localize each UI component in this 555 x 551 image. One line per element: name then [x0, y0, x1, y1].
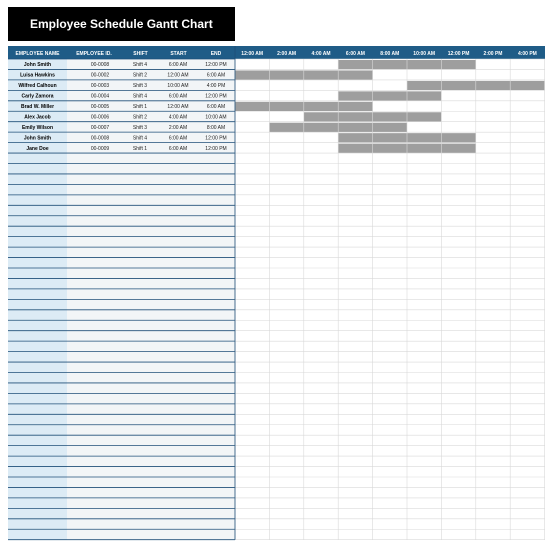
time-slot-1: 2:00 AM: [277, 51, 297, 57]
employee-name: Jane Doe: [26, 145, 49, 152]
employee-shift: Shift 3: [132, 83, 148, 90]
header-4: END: [210, 51, 222, 57]
gantt-bar: [338, 91, 441, 100]
page-title: Employee Schedule Gantt Chart: [30, 17, 213, 31]
time-slot-3: 6:00 AM: [345, 51, 365, 57]
employee-end: 12:00 PM: [205, 135, 227, 142]
employee-name: John Smith: [23, 135, 52, 142]
employee-id: 00-0009: [90, 145, 110, 152]
employee-start: 6:00 AM: [168, 62, 188, 69]
employee-id: 00-0002: [90, 72, 110, 79]
employee-id: 00-0004: [90, 93, 110, 100]
employee-id: 00-0003: [90, 83, 110, 90]
time-slot-2: 4:00 AM: [311, 51, 331, 57]
employee-shift: Shift 1: [132, 145, 148, 152]
employee-end: 10:00 AM: [205, 114, 227, 121]
employee-shift: Shift 1: [132, 104, 148, 110]
employee-end: 6:00 AM: [206, 72, 226, 79]
employee-id: 00-0005: [90, 104, 110, 110]
employee-shift: Shift 4: [132, 135, 148, 142]
employee-end: 12:00 PM: [205, 93, 227, 100]
employee-name: Carly Zamora: [21, 93, 54, 100]
employee-start: 12:00 AM: [167, 104, 189, 110]
employee-shift: Shift 2: [132, 72, 148, 79]
employee-shift: Shift 3: [132, 124, 148, 131]
time-slot-4: 8:00 AM: [380, 51, 400, 57]
time-slot-6: 12:00 PM: [447, 51, 470, 57]
employee-start: 12:00 AM: [167, 72, 189, 79]
header-2: SHIFT: [133, 51, 148, 57]
time-slot-0: 12:00 AM: [241, 51, 264, 57]
employee-start: 10:00 AM: [167, 83, 189, 90]
employee-id: 00-0008: [90, 62, 110, 69]
time-slot-8: 4:00 PM: [517, 51, 537, 57]
employee-start: 6:00 AM: [168, 145, 188, 152]
employee-start: 4:00 AM: [168, 114, 188, 121]
employee-end: 12:00 PM: [205, 145, 227, 152]
employee-name: Alex Jacob: [24, 114, 51, 121]
employee-end: 12:00 PM: [205, 62, 227, 69]
time-slot-7: 2:00 PM: [483, 51, 503, 57]
time-slot-5: 10:00 AM: [413, 51, 436, 57]
employee-name: John Smith: [23, 62, 52, 69]
employee-end: 6:00 AM: [206, 104, 226, 110]
employee-id: 00-0006: [90, 114, 110, 121]
employee-end: 8:00 AM: [206, 124, 226, 131]
employee-start: 2:00 AM: [168, 124, 188, 131]
employee-id: 00-0007: [90, 124, 110, 131]
employee-shift: Shift 4: [132, 93, 148, 100]
header-0: EMPLOYEE NAME: [15, 51, 60, 57]
employee-shift: Shift 2: [132, 114, 148, 121]
employee-end: 4:00 PM: [206, 83, 226, 90]
employee-id: 00-0008: [90, 135, 110, 142]
header-1: EMPLOYEE ID.: [76, 51, 112, 57]
employee-name: Luisa Hawkins: [20, 72, 55, 79]
employee-name: Emily Wilson: [21, 124, 54, 131]
employee-name: Brad W. Miller: [20, 104, 55, 110]
employee-name: Wilfred Calhoun: [18, 83, 57, 90]
employee-shift: Shift 4: [132, 62, 148, 69]
header-3: START: [170, 51, 187, 57]
employee-start: 6:00 AM: [168, 93, 188, 100]
employee-start: 6:00 AM: [168, 135, 188, 142]
